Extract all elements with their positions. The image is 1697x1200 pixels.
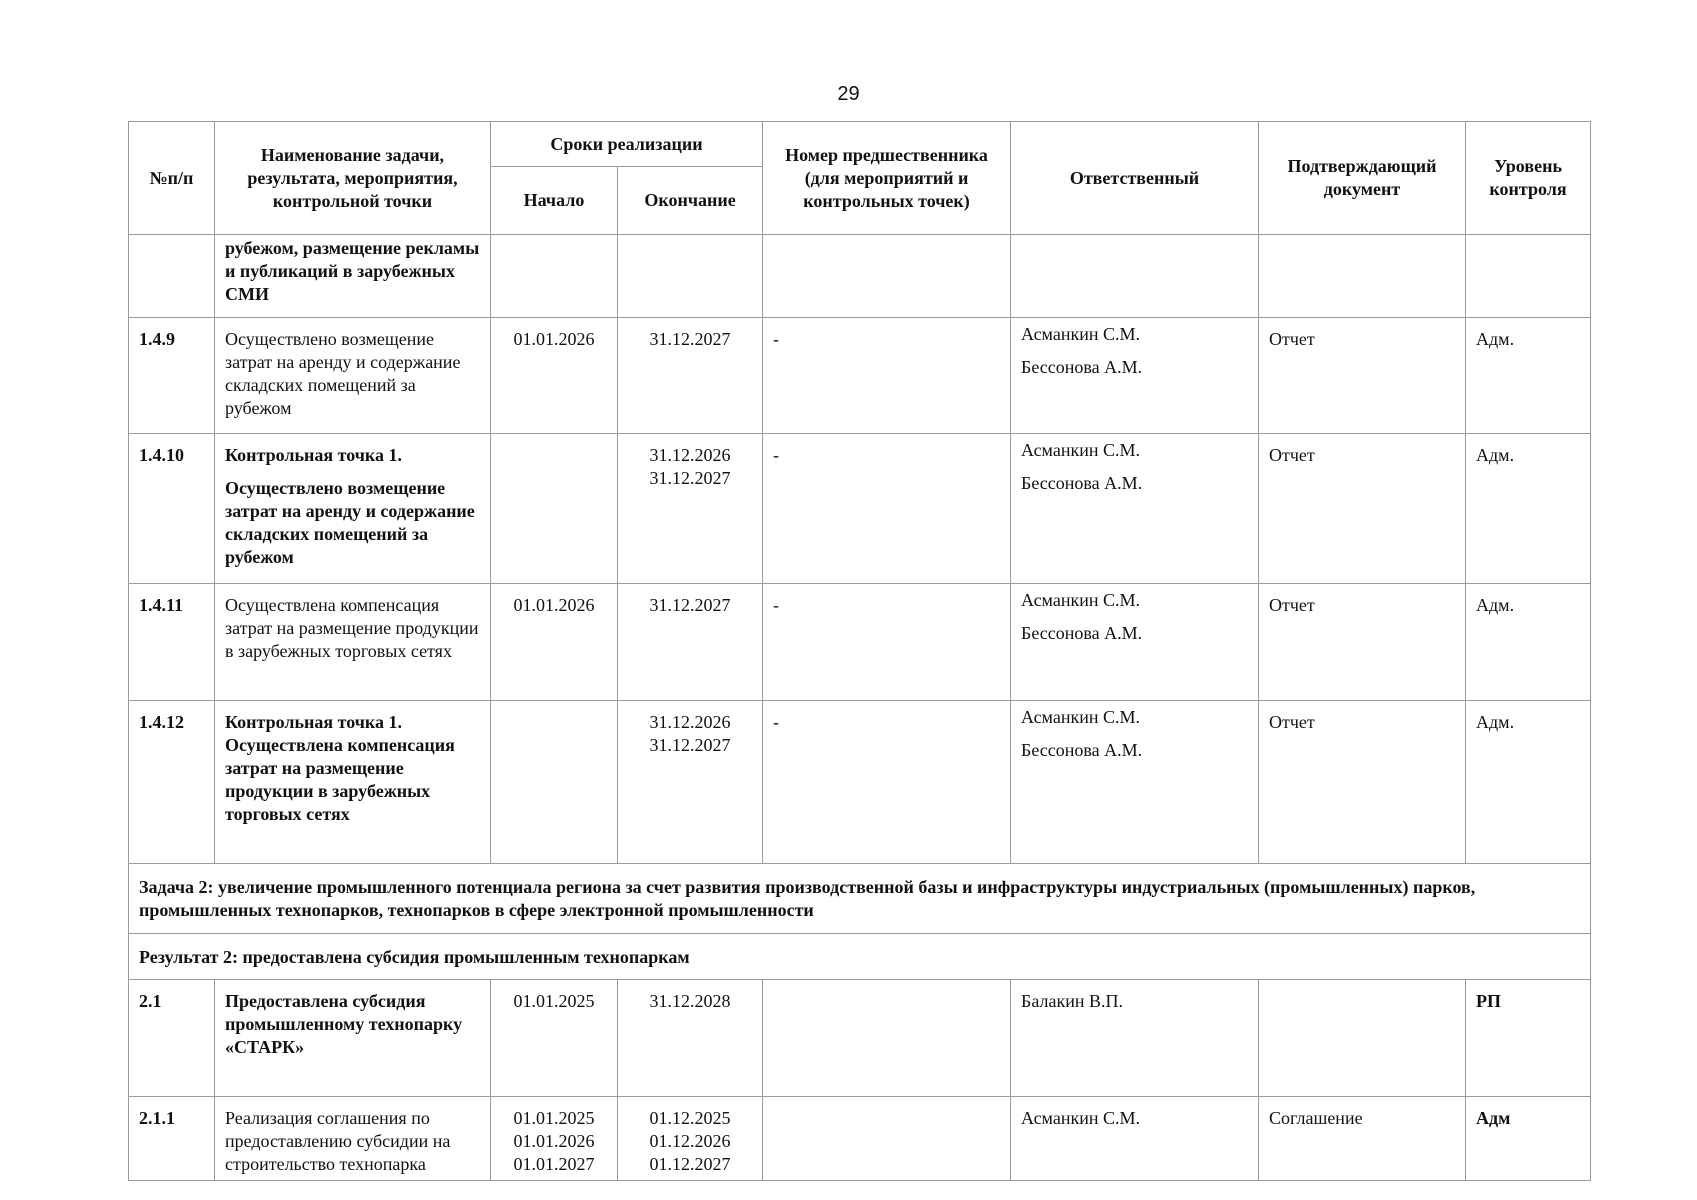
table-row xyxy=(129,1097,1591,1181)
responsible-name-1: Асманкин С.М. xyxy=(1021,324,1140,344)
header-num: №п/п xyxy=(129,122,215,235)
row-start xyxy=(491,701,618,864)
page-number: 29 xyxy=(837,83,860,105)
row-name: Осуществлена компенсация затрат на размещение продукции в зарубежных торговых сетях xyxy=(215,584,491,701)
row-responsible xyxy=(1011,318,1259,434)
row-num: 2.1.1 xyxy=(129,1097,215,1181)
row-name: рубежом, размещение рекламы и публикаций в зарубежных СМИ xyxy=(215,235,491,318)
header-predecessor: Номер предшественника (для мероприятий и контрольных точек) xyxy=(763,122,1011,235)
row-name-line-1: Контрольная точка 1. xyxy=(225,445,402,465)
row-end: 31.12.2026 31.12.2027 xyxy=(618,701,763,864)
task-heading: Задача 2: увеличение промышленного потенциала региона за счет развития производственной базы и инфраструктуры индустриальных (промышленных) парков, промышленных технопарков, технопарков в сфере электронной промышленности xyxy=(129,864,1591,934)
row-num: 1.4.10 xyxy=(129,434,215,584)
row-responsible: Асманкин С.М. xyxy=(1011,1097,1259,1181)
plan-table xyxy=(128,121,1591,1181)
row-document: Соглашение xyxy=(1259,1097,1466,1181)
row-predecessor: - xyxy=(763,318,1011,434)
row-document xyxy=(1259,235,1466,318)
responsible-name-1: Асманкин С.М. xyxy=(1021,440,1140,460)
header-end: Окончание xyxy=(618,167,763,235)
responsible-name-2: Бессонова А.М. xyxy=(1021,473,1143,493)
row-num: 1.4.9 xyxy=(129,318,215,434)
row-start: 01.01.2025 01.01.2026 01.01.2027 xyxy=(491,1097,618,1181)
row-level: РП xyxy=(1466,980,1591,1097)
responsible-name-2: Бессонова А.М. xyxy=(1021,623,1143,643)
row-end: 31.12.2027 xyxy=(618,318,763,434)
row-document: Отчет xyxy=(1259,318,1466,434)
row-level: Адм. xyxy=(1466,434,1591,584)
row-responsible xyxy=(1011,434,1259,584)
responsible-name-1: Асманкин С.М. xyxy=(1021,590,1140,610)
row-predecessor: - xyxy=(763,701,1011,864)
row-name: Осуществлено возмещение затрат на аренду и содержание складских помещений за рубежом xyxy=(215,318,491,434)
row-document: Отчет xyxy=(1259,434,1466,584)
row-predecessor xyxy=(763,980,1011,1097)
row-start: 01.01.2025 xyxy=(491,980,618,1097)
row-document: Отчет xyxy=(1259,701,1466,864)
row-end: 31.12.2027 xyxy=(618,584,763,701)
row-level: Адм. xyxy=(1466,701,1591,864)
row-predecessor xyxy=(763,1097,1011,1181)
responsible-name-2: Бессонова А.М. xyxy=(1021,740,1143,760)
row-start: 01.01.2026 xyxy=(491,584,618,701)
row-num: 1.4.12 xyxy=(129,701,215,864)
table-row xyxy=(129,434,1591,584)
row-document xyxy=(1259,980,1466,1097)
table-row xyxy=(129,701,1591,864)
row-name xyxy=(215,434,491,584)
row-predecessor: - xyxy=(763,584,1011,701)
row-name-line-2: Осуществлено возмещение затрат на аренду и содержание складских помещений за рубежом xyxy=(225,478,475,567)
row-start xyxy=(491,434,618,584)
row-responsible: Балакин В.П. xyxy=(1011,980,1259,1097)
row-end: 01.12.2025 01.12.2026 01.12.2027 xyxy=(618,1097,763,1181)
row-start xyxy=(491,235,618,318)
header-name: Наименование задачи, результата, мероприятия, контрольной точки xyxy=(215,122,491,235)
table-row xyxy=(129,235,1591,318)
task-row xyxy=(129,864,1591,934)
result-row xyxy=(129,934,1591,980)
header-start: Начало xyxy=(491,167,618,235)
row-predecessor xyxy=(763,235,1011,318)
responsible-name-2: Бессонова А.М. xyxy=(1021,357,1143,377)
row-level xyxy=(1466,235,1591,318)
header-responsible: Ответственный xyxy=(1011,122,1259,235)
row-responsible xyxy=(1011,584,1259,701)
row-end: 31.12.2028 xyxy=(618,980,763,1097)
row-name: Предоставлена субсидия промышленному технопарку «СТАРК» xyxy=(215,980,491,1097)
row-num: 2.1 xyxy=(129,980,215,1097)
row-responsible xyxy=(1011,701,1259,864)
table-row xyxy=(129,980,1591,1097)
table-row xyxy=(129,584,1591,701)
row-end: 31.12.2026 31.12.2027 xyxy=(618,434,763,584)
row-name: Контрольная точка 1. Осуществлена компенсация затрат на размещение продукции в зарубежных торговых сетях xyxy=(215,701,491,864)
responsible-name-1: Асманкин С.М. xyxy=(1021,707,1140,727)
table-row xyxy=(129,318,1591,434)
row-name: Реализация соглашения по предоставлению субсидии на строительство технопарка xyxy=(215,1097,491,1181)
row-responsible xyxy=(1011,235,1259,318)
row-level: Адм. xyxy=(1466,584,1591,701)
result-heading: Результат 2: предоставлена субсидия промышленным технопаркам xyxy=(129,934,1591,980)
header-document: Подтверждающий документ xyxy=(1259,122,1466,235)
row-document: Отчет xyxy=(1259,584,1466,701)
row-predecessor: - xyxy=(763,434,1011,584)
row-num xyxy=(129,235,215,318)
row-num: 1.4.11 xyxy=(129,584,215,701)
row-start: 01.01.2026 xyxy=(491,318,618,434)
header-level: Уровень контроля xyxy=(1466,122,1591,235)
row-level: Адм. xyxy=(1466,318,1591,434)
row-end xyxy=(618,235,763,318)
row-level: Адм xyxy=(1466,1097,1591,1181)
header-terms: Сроки реализации xyxy=(491,122,763,167)
